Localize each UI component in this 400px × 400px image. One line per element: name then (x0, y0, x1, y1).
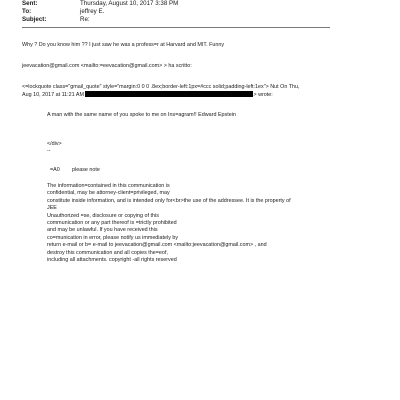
disclaimer-line: and may be unlawful. If you have received this (47, 227, 158, 234)
to-label: To: (22, 8, 32, 15)
disclaimer-line: The information=contained in this communication is (47, 183, 170, 189)
to-row (22, 8, 104, 16)
quote-sender-line: jeevacation@gmail.com <mailto:=eevacation@gmail.com> > ha scritto: (22, 63, 192, 69)
disclaimer-line: communication or any part thereof is =trictly prohibited (47, 220, 177, 226)
disclaimer-line: Unauthorized =se, disclosure or copying of this (47, 212, 159, 219)
blockquote-date: Aug 10, 2017 at 11:21 AM (22, 92, 84, 98)
disclaimer-line: co=munication in error, please notify us immediately by (47, 234, 179, 241)
blockquote-line-a: <=lockquote class="gmail_quote" style="margin:0 0 0 .8ex;border-left:1px=#ccc solid;padding-left:1ex"> Nut On Thu, (22, 84, 300, 90)
to-value: jeffrey E. (80, 8, 105, 15)
blockquote-wrote: > wrote: (253, 92, 273, 98)
disclaimer-line: constitute inside information, and is intended only for<br>the use of the addressee. It is the property of (47, 197, 291, 204)
disclaimer-line: confidential, may be attorney-client=privileged, may (47, 190, 170, 197)
subject-value: Re: (80, 16, 90, 23)
sent-row (22, 0, 178, 8)
signature-dashes: -- (47, 148, 51, 154)
disclaimer-line: JEE (47, 205, 57, 212)
reply-line: Why ? Do you know him ?? I just saw he was a profess=r at Harvard and MIT. Funny (22, 42, 225, 48)
sent-value: Thursday, August 10, 2017 3:38 PM (80, 0, 179, 7)
disclaimer-line: return e-mail or b= e-mail to jeevacation@gmail.com <mailto:jeevacation@gmail.com> , and (47, 242, 267, 249)
please-note: please note (72, 167, 100, 173)
redaction-bar (85, 91, 253, 97)
sent-label: Sent: (22, 0, 38, 7)
subject-label: Subject: (22, 16, 47, 23)
disclaimer-line: including all attachments. copyright -all rights reserved (47, 257, 177, 263)
div-close-tag: </div> (47, 141, 62, 147)
a0-code: =A0 (50, 167, 60, 173)
header-divider (22, 27, 330, 28)
subject-row (22, 16, 90, 24)
blockquote-line-b (22, 91, 273, 99)
quoted-message: A man with the same name of you spoke to me on Ins=agram!! Edward Epstein (47, 112, 236, 118)
disclaimer-line: destroy this communication and all copies the=eof, (47, 249, 168, 256)
